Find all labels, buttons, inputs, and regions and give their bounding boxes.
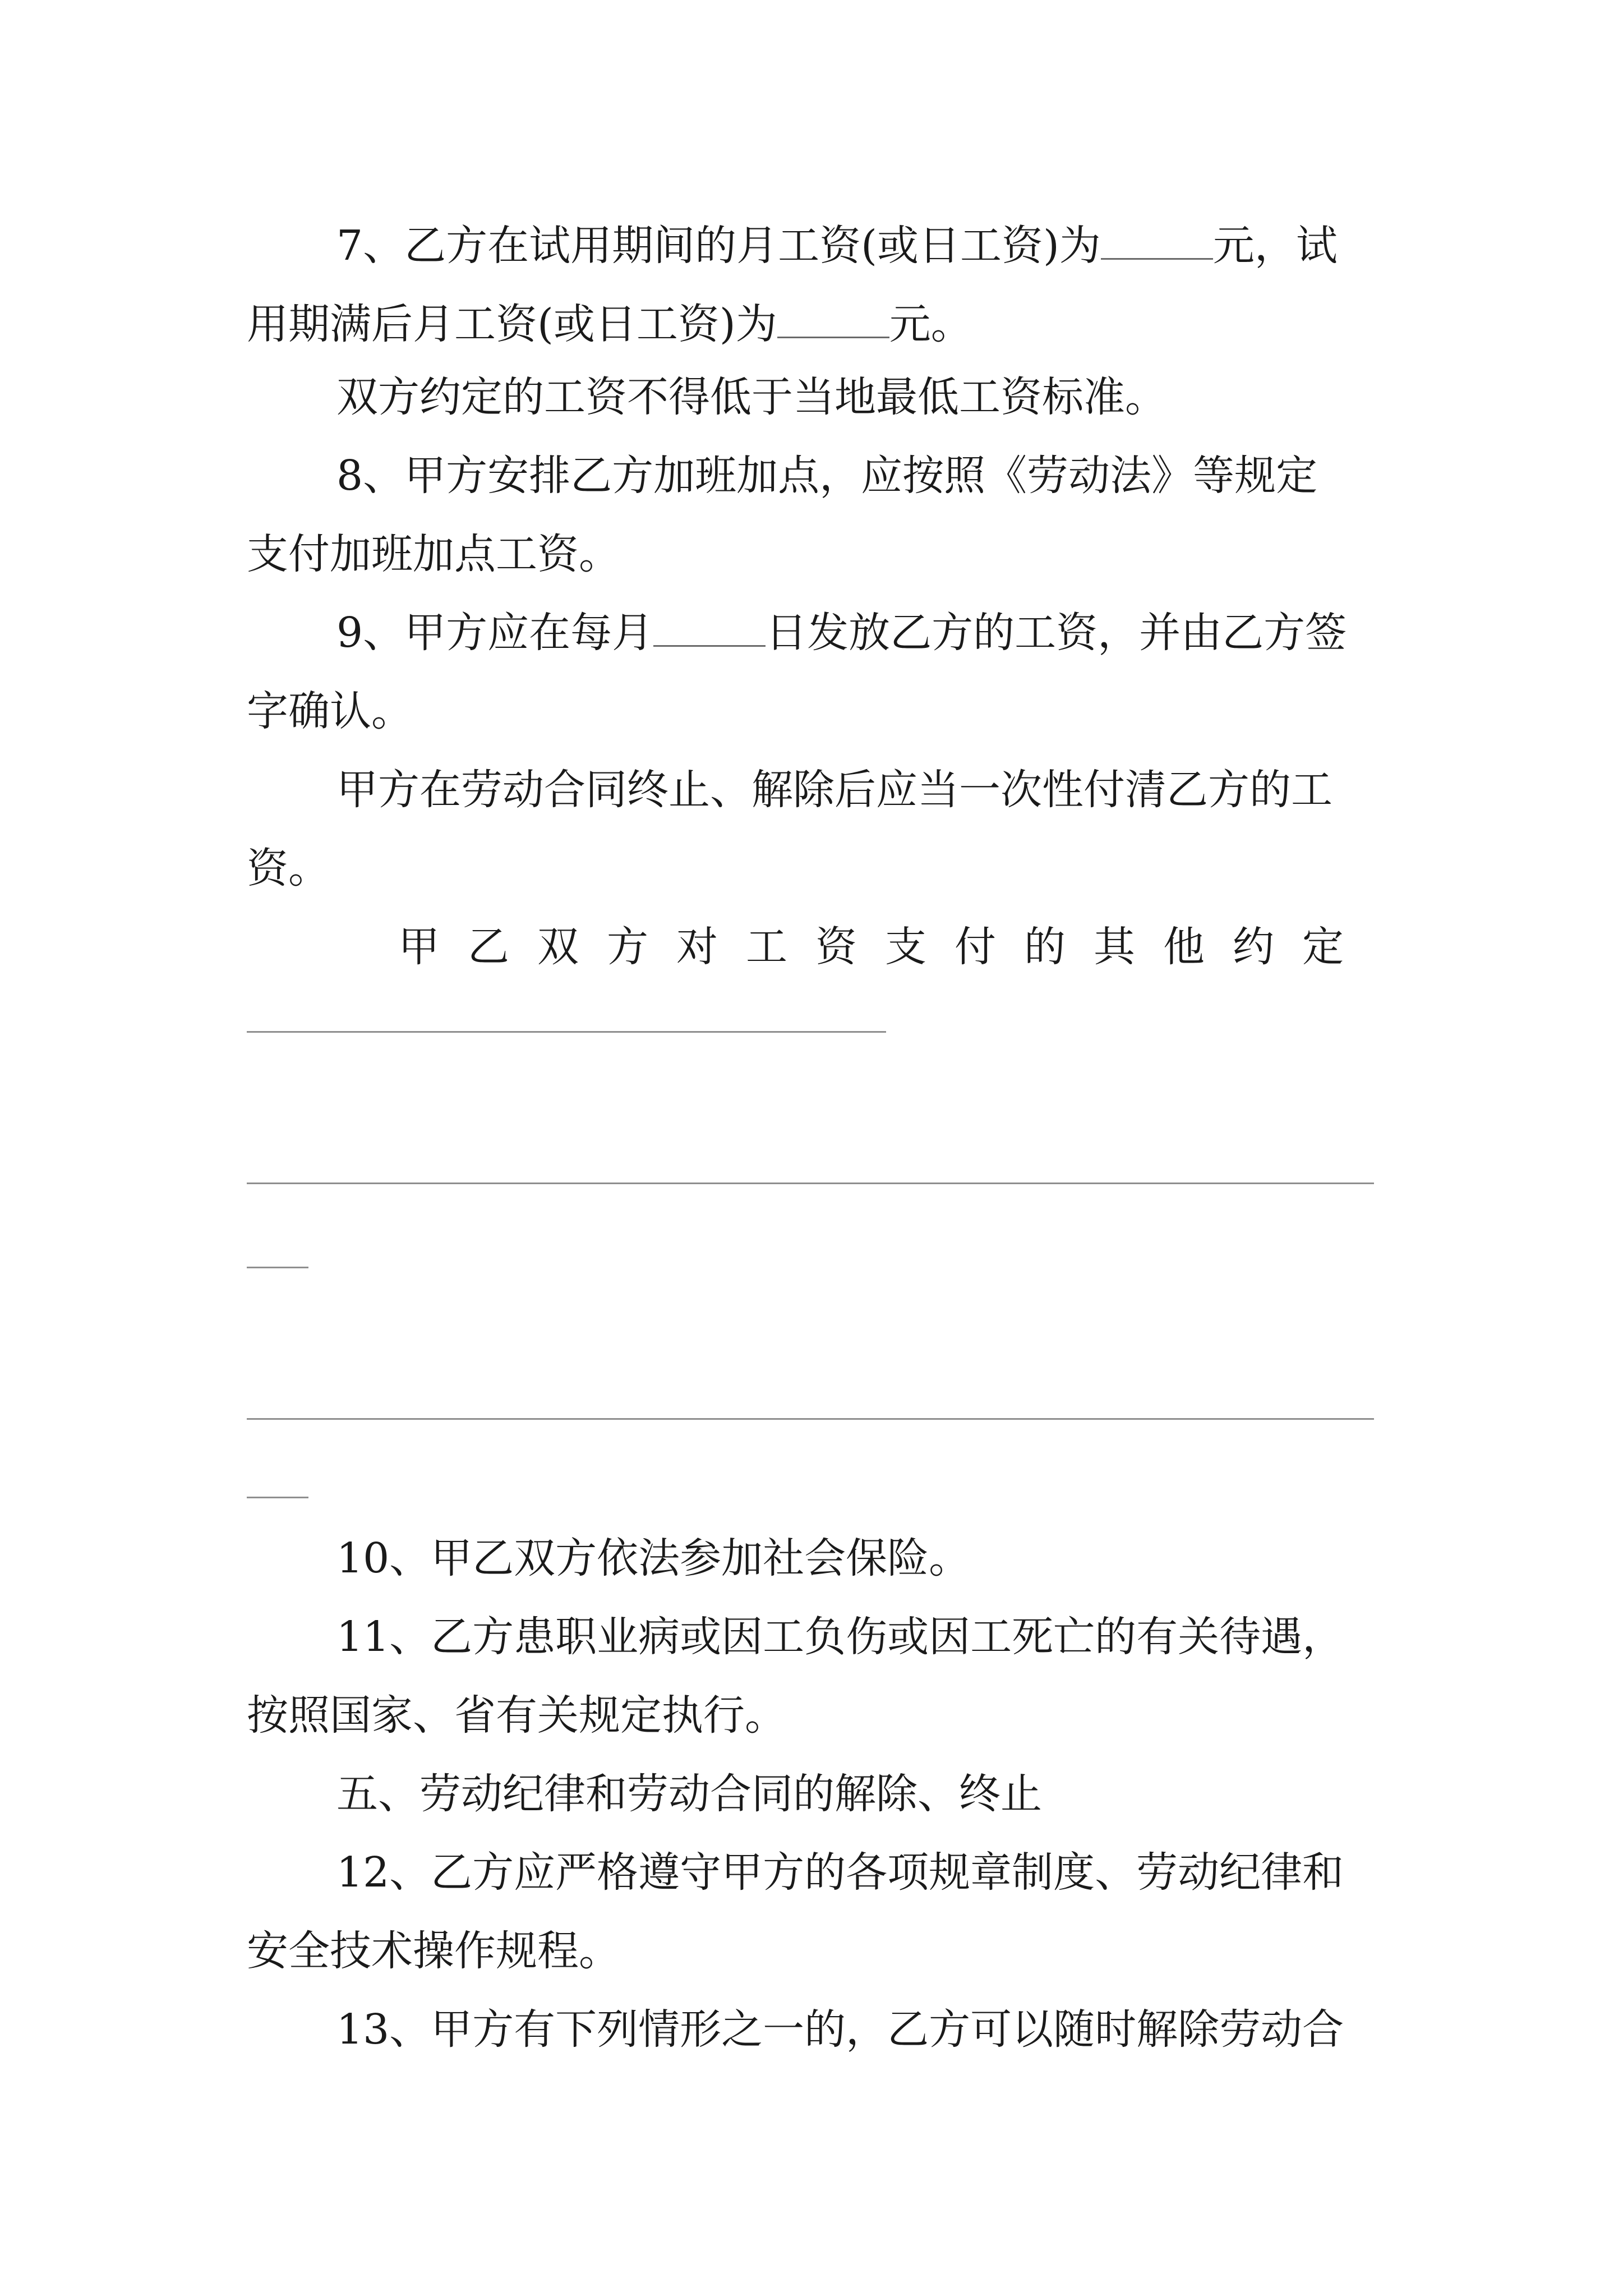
section-5-heading: 五、劳动纪律和劳动合同的解除、终止 bbox=[336, 1770, 1042, 1818]
blank-trial-wage[interactable] bbox=[1101, 224, 1213, 260]
p8-line-1: 8、甲方安排乙方加班加点，应按照《劳动法》等规定 bbox=[336, 452, 1318, 500]
p8-line-2: 支付加班加点工资。 bbox=[247, 530, 620, 578]
p7-line-1: 7、乙方在试用期间的月工资(或日工资)为 元，试 bbox=[336, 222, 1338, 270]
p9-line-1: 9、甲方应在每月 日发放乙方的工资，并由乙方签 bbox=[336, 609, 1347, 657]
p11-line-2: 按照国家、省有关规定执行。 bbox=[247, 1691, 786, 1740]
p12-line-2: 安全技术操作规程。 bbox=[247, 1927, 620, 1975]
p9-note-line-2: 资。 bbox=[247, 844, 330, 892]
p10: 10、甲乙双方依法参加社会保险。 bbox=[336, 1534, 971, 1582]
p9-note-line-1: 甲方在劳动合同终止、解除后应当一次性付清乙方的工 bbox=[336, 766, 1332, 814]
p7-line-2: 用期满后月工资(或日工资)为 元。 bbox=[247, 300, 972, 348]
fill-line-3-end[interactable] bbox=[247, 1497, 308, 1498]
p12-line-1: 12、乙方应严格遵守甲方的各项规章制度、劳动纪律和 bbox=[336, 1848, 1344, 1897]
p11-line-1: 11、乙方患职业病或因工负伤或因工死亡的有关待遇， bbox=[336, 1613, 1344, 1661]
p13-line-1: 13、甲方有下列情形之一的，乙方可以随时解除劳动合 bbox=[336, 2005, 1344, 2054]
fill-line-2-end[interactable] bbox=[247, 1267, 308, 1268]
p9-line-2: 字确认。 bbox=[247, 687, 413, 735]
fill-line-2[interactable] bbox=[247, 1182, 1374, 1184]
blank-pay-day[interactable] bbox=[653, 611, 766, 647]
other-terms-label: 甲乙双方对工资支付的其他约定 bbox=[398, 923, 1372, 971]
fill-line-1[interactable] bbox=[247, 1031, 886, 1033]
p7-note: 双方约定的工资不得低于当地最低工资标准。 bbox=[336, 373, 1166, 421]
fill-line-3[interactable] bbox=[247, 1418, 1374, 1420]
blank-regular-wage[interactable] bbox=[777, 303, 889, 338]
